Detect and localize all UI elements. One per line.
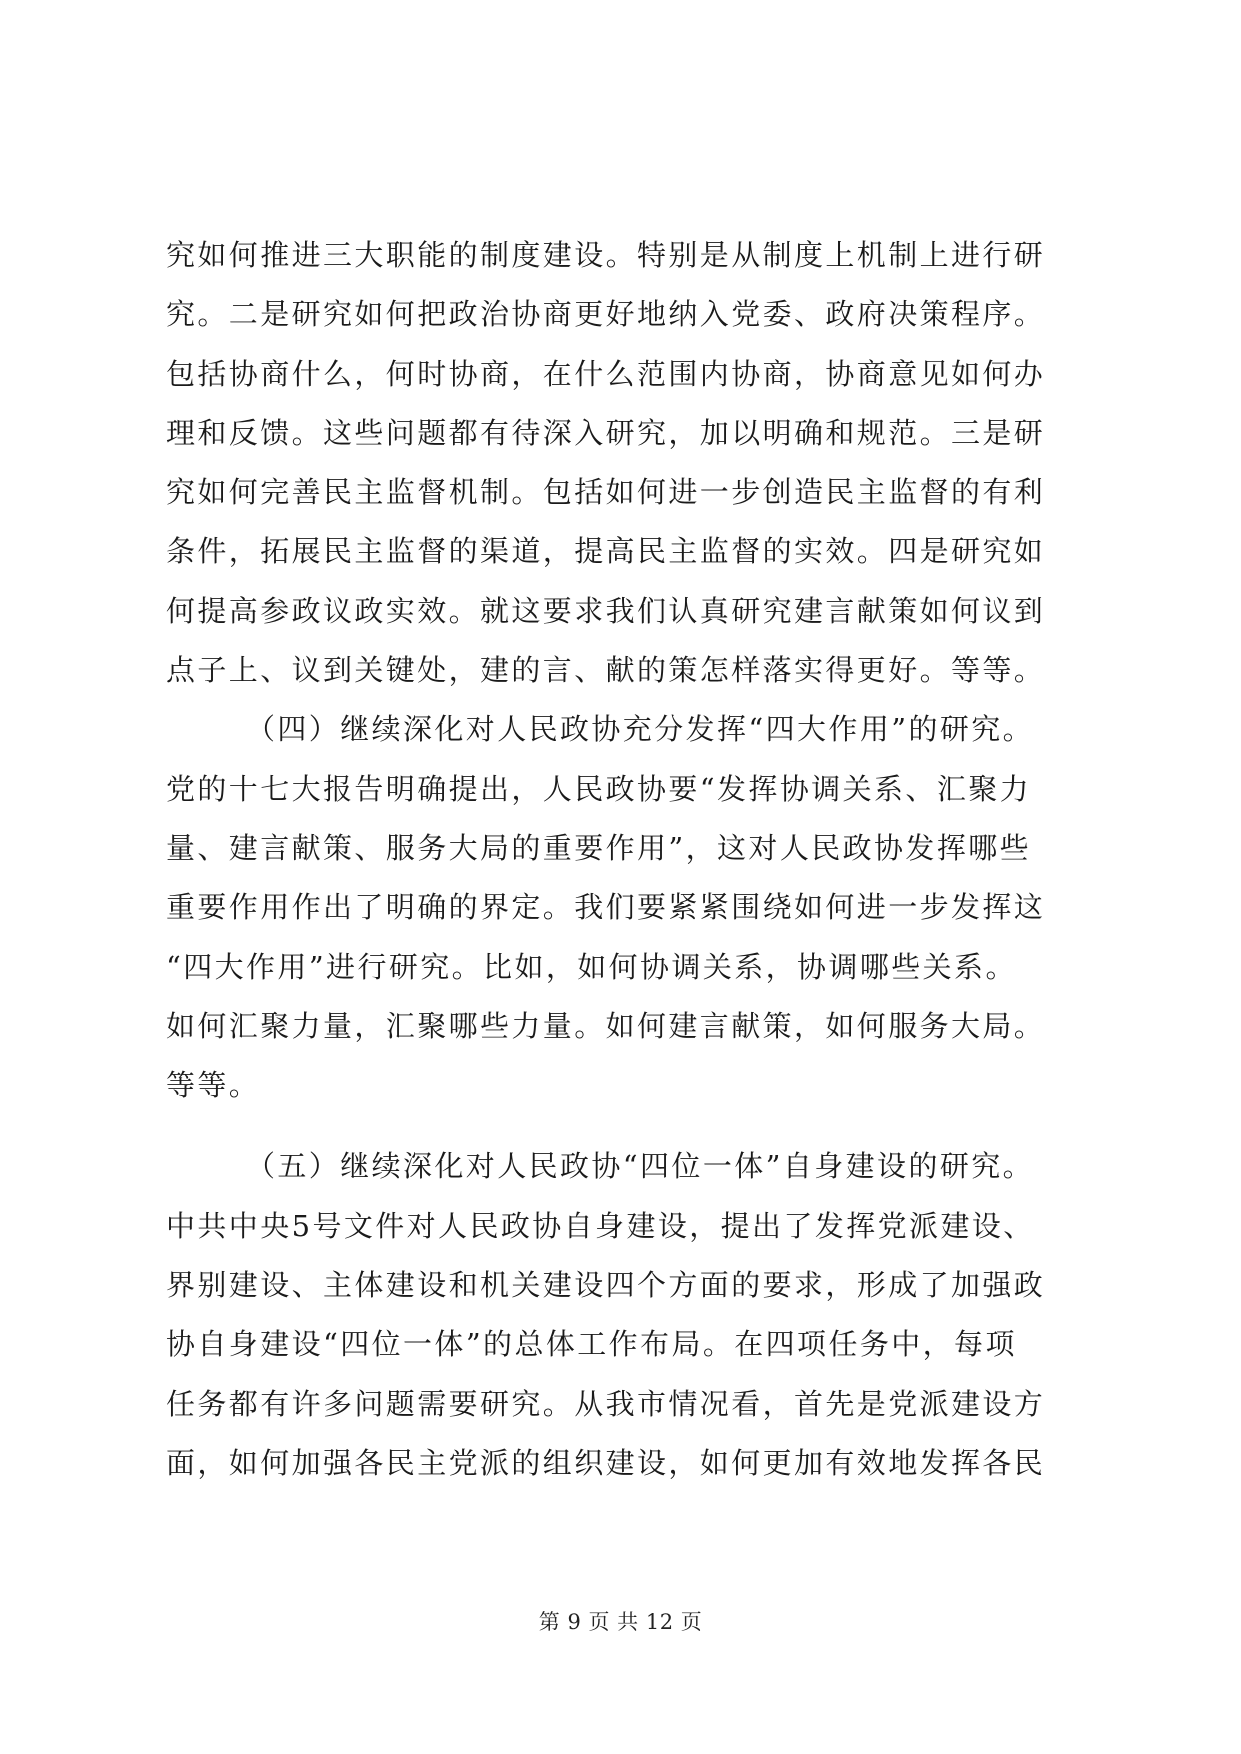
text-line: 等等。: [166, 1068, 261, 1103]
text-line: 究如何推进三大职能的制度建设。特别是从制度上机制上进行研: [166, 238, 1046, 272]
text-line: 何提高参政议政实效。就这要求我们认真研究建言献策如何议到: [166, 593, 1046, 628]
text-line: 任务都有许多问题需要研究。从我市情况看，首先是党派建设方: [166, 1386, 1046, 1421]
section-heading-5: （五）继续深化对人民政协“四位一体”自身建设的研究。: [246, 1149, 1035, 1184]
text-line: 点子上、议到关键处，建的言、献的策怎样落实得更好。等等。: [166, 653, 1046, 688]
text-line: 究如何完善民主监督机制。包括如何进一步创造民主监督的有利: [166, 475, 1046, 510]
text-line: 如何汇聚力量，汇聚哪些力量。如何建言献策，如何服务大局。: [166, 1008, 1046, 1043]
text-line: 理和反馈。这些问题都有待深入研究，加以明确和规范。三是研: [166, 415, 1046, 450]
text-line: 面，如何加强各民主党派的组织建设，如何更加有效地发挥各民: [166, 1445, 1046, 1480]
text-line: 党的十七大报告明确提出，人民政协要“发挥协调关系、汇聚力: [166, 771, 1032, 806]
text-line: 界别建设、主体建设和机关建设四个方面的要求，形成了加强政: [166, 1268, 1046, 1303]
text-line: 量、建言献策、服务大局的重要作用”，这对人民政协发挥哪些: [166, 830, 1032, 865]
text-line: 条件，拓展民主监督的渠道，提高民主监督的实效。四是研究如: [166, 534, 1046, 569]
text-line: 包括协商什么，何时协商，在什么范围内协商，协商意见如何办: [166, 356, 1046, 391]
text-line: 协自身建设“四位一体”的总体工作布局。在四项任务中，每项: [166, 1327, 1017, 1362]
paragraph-gap: [166, 1115, 1086, 1137]
text-line: “四大作用”进行研究。比如，如何协调关系，协调哪些关系。: [166, 949, 1017, 984]
section-heading-4: （四）继续深化对人民政协充分发挥“四大作用”的研究。: [246, 712, 1035, 747]
text-line: 究。二是研究如何把政治协商更好地纳入党委、政府决策程序。: [166, 297, 1046, 332]
text-line: 重要作用作出了明确的界定。我们要紧紧围绕如何进一步发挥这: [166, 890, 1046, 925]
body-text: [166, 226, 1086, 1493]
page-number-footer: 第 9 页 共 12 页: [538, 1610, 703, 1634]
text-line: 中共中央5号文件对人民政协自身建设，提出了发挥党派建设、: [166, 1208, 1035, 1243]
